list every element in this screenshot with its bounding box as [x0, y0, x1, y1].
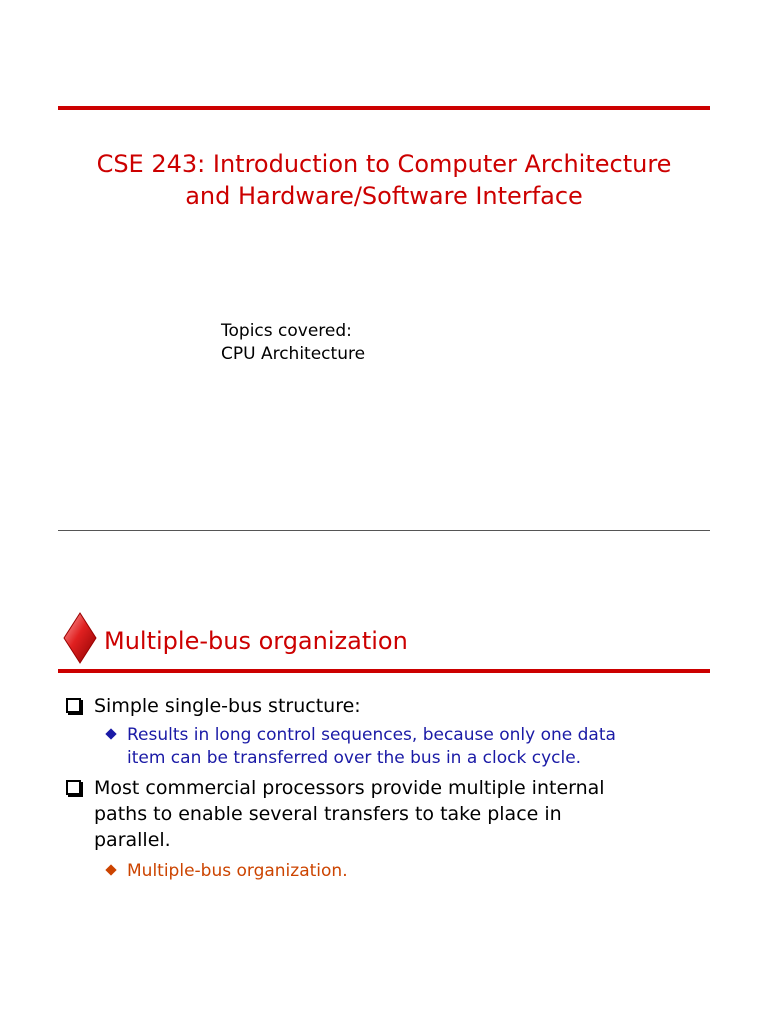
checkbox-bullet-icon [66, 698, 81, 713]
diamond-bullet-icon [105, 728, 116, 739]
sub-bullet-text: Multiple-bus organization. [127, 861, 348, 881]
bullet-item [66, 775, 605, 853]
heading-red-rule [58, 669, 710, 673]
top-red-rule [58, 106, 710, 110]
topics-value: CPU Architecture [221, 344, 366, 364]
sub-bullet-item [104, 724, 616, 770]
topics-label: Topics covered: [221, 321, 352, 341]
bullet-text: Simple single-bus structure: [94, 695, 361, 717]
slide-title [40, 148, 728, 212]
diamond-logo-icon [63, 612, 97, 664]
sub-bullet-line-2: item can be transferred over the bus in a clock cycle. [127, 748, 582, 768]
bullet-item [66, 693, 361, 719]
title-line-1: CSE 243: Introduction to Computer Architecture [96, 150, 672, 178]
sub-bullet-line-1: Results in long control sequences, because only one data [127, 725, 616, 745]
bullet-text [94, 775, 605, 853]
title-line-2: and Hardware/Software Interface [185, 182, 583, 210]
bullet-line-1: Most commercial processors provide multiple internal [94, 777, 605, 799]
sub-bullet-item [104, 860, 348, 883]
bullet-line-2: paths to enable several transfers to take place in [94, 803, 562, 825]
page-separator [58, 530, 710, 531]
sub-bullet-text [127, 724, 616, 770]
bullet-line-3: parallel. [94, 829, 171, 851]
topics-block [221, 320, 365, 366]
slide-heading: Multiple-bus organization [104, 627, 408, 655]
checkbox-bullet-icon [66, 780, 81, 795]
diamond-bullet-icon [105, 864, 116, 875]
